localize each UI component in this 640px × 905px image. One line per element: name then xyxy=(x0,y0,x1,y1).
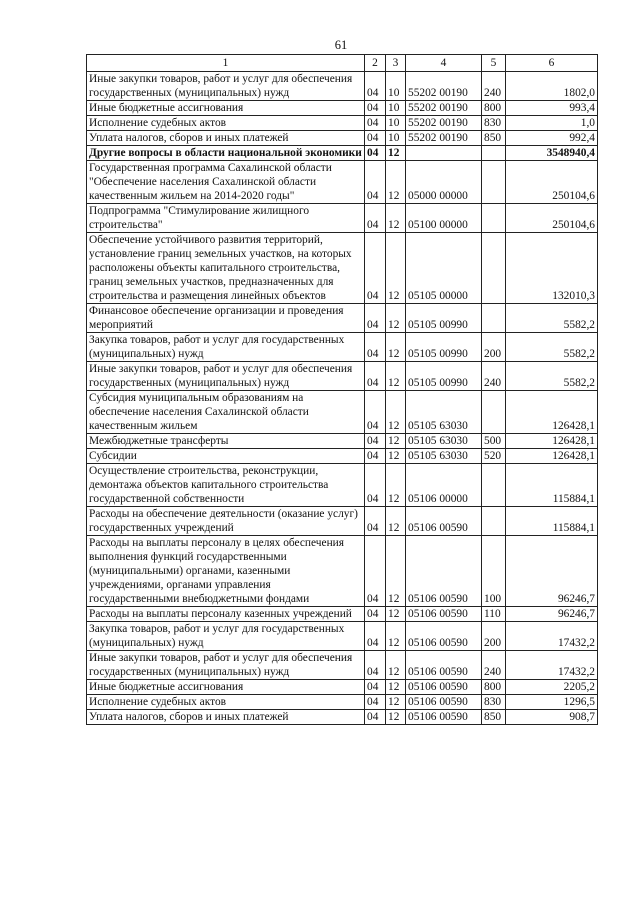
row-target-article-code: 05105 00990 xyxy=(406,304,482,333)
row-target-article-code: 05106 00590 xyxy=(406,536,482,607)
row-expense-type-code: 800 xyxy=(482,101,506,116)
row-amount: 1802,0 xyxy=(506,72,598,101)
row-amount: 126428,1 xyxy=(506,391,598,434)
row-amount: 115884,1 xyxy=(506,464,598,507)
row-target-article-code: 05106 00590 xyxy=(406,622,482,651)
row-amount: 115884,1 xyxy=(506,507,598,536)
header-col-1: 1 xyxy=(87,55,365,72)
row-target-article-code: 05100 00000 xyxy=(406,204,482,233)
row-amount: 3548940,4 xyxy=(506,146,598,161)
row-name: Межбюджетные трансферты xyxy=(87,434,365,449)
header-col-5: 5 xyxy=(482,55,506,72)
row-name: Расходы на выплаты персоналу в целях обеспечения выполнения функций государственными (муниципальными) органами, казенными учреждениями, органами управления государственными внебюджетными фондами xyxy=(87,536,365,607)
row-name: Иные закупки товаров, работ и услуг для обеспечения государственных (муниципальных) нужд xyxy=(87,651,365,680)
table-row xyxy=(87,304,598,333)
row-section-code: 04 xyxy=(365,233,386,304)
row-section-code: 04 xyxy=(365,710,386,725)
row-name: Расходы на обеспечение деятельности (оказание услуг) государственных учреждений xyxy=(87,507,365,536)
table-row xyxy=(87,72,598,101)
row-amount: 993,4 xyxy=(506,101,598,116)
row-amount: 96246,7 xyxy=(506,536,598,607)
row-subsection-code: 12 xyxy=(386,333,406,362)
row-amount: 908,7 xyxy=(506,710,598,725)
row-target-article-code: 05106 00590 xyxy=(406,607,482,622)
row-section-code: 04 xyxy=(365,146,386,161)
row-target-article-code: 05000 00000 xyxy=(406,161,482,204)
table-row xyxy=(87,131,598,146)
row-name: Закупка товаров, работ и услуг для государственных (муниципальных) нужд xyxy=(87,333,365,362)
header-col-6: 6 xyxy=(506,55,598,72)
row-amount: 250104,6 xyxy=(506,204,598,233)
row-expense-type-code: 240 xyxy=(482,72,506,101)
row-amount: 17432,2 xyxy=(506,622,598,651)
row-subsection-code: 12 xyxy=(386,434,406,449)
table-row xyxy=(87,622,598,651)
row-subsection-code: 10 xyxy=(386,101,406,116)
row-target-article-code: 55202 00190 xyxy=(406,72,482,101)
row-amount: 250104,6 xyxy=(506,161,598,204)
row-amount: 126428,1 xyxy=(506,449,598,464)
row-name: Осуществление строительства, реконструкции, демонтажа объектов капитального строительства государственной собственности xyxy=(87,464,365,507)
row-name: Другие вопросы в области национальной экономики xyxy=(87,146,365,161)
table-row xyxy=(87,710,598,725)
row-target-article-code: 05105 63030 xyxy=(406,449,482,464)
table-row xyxy=(87,507,598,536)
table-row xyxy=(87,161,598,204)
row-section-code: 04 xyxy=(365,304,386,333)
row-subsection-code: 12 xyxy=(386,695,406,710)
row-amount: 1,0 xyxy=(506,116,598,131)
row-target-article-code: 55202 00190 xyxy=(406,131,482,146)
row-section-code: 04 xyxy=(365,651,386,680)
row-section-code: 04 xyxy=(365,607,386,622)
row-name: Закупка товаров, работ и услуг для государственных (муниципальных) нужд xyxy=(87,622,365,651)
row-section-code: 04 xyxy=(365,333,386,362)
table-row xyxy=(87,651,598,680)
row-subsection-code: 12 xyxy=(386,607,406,622)
row-subsection-code: 12 xyxy=(386,536,406,607)
table-row xyxy=(87,464,598,507)
row-expense-type-code: 110 xyxy=(482,607,506,622)
row-section-code: 04 xyxy=(365,391,386,434)
row-target-article-code: 05105 00990 xyxy=(406,333,482,362)
row-target-article-code: 05106 00590 xyxy=(406,695,482,710)
row-section-code: 04 xyxy=(365,101,386,116)
row-amount: 17432,2 xyxy=(506,651,598,680)
row-amount: 126428,1 xyxy=(506,434,598,449)
row-expense-type-code: 850 xyxy=(482,710,506,725)
row-name: Исполнение судебных актов xyxy=(87,695,365,710)
table-row xyxy=(87,391,598,434)
table-row xyxy=(87,434,598,449)
row-expense-type-code: 850 xyxy=(482,131,506,146)
row-name: Исполнение судебных актов xyxy=(87,116,365,131)
table-row xyxy=(87,333,598,362)
row-expense-type-code xyxy=(482,507,506,536)
row-target-article-code xyxy=(406,146,482,161)
row-target-article-code: 05106 00590 xyxy=(406,680,482,695)
row-name: Уплата налогов, сборов и иных платежей xyxy=(87,710,365,725)
row-section-code: 04 xyxy=(365,161,386,204)
row-name: Уплата налогов, сборов и иных платежей xyxy=(87,131,365,146)
row-target-article-code: 05105 63030 xyxy=(406,391,482,434)
table-row xyxy=(87,680,598,695)
row-name: Субсидии xyxy=(87,449,365,464)
table-row xyxy=(87,146,598,161)
row-expense-type-code: 200 xyxy=(482,333,506,362)
table-row xyxy=(87,233,598,304)
row-name: Обеспечение устойчивого развития территорий, установление границ земельных участков, на которых расположены объекты капитального строительства, границ земельных участков, предназначенных для строительства и размещения линейных объектов xyxy=(87,233,365,304)
row-section-code: 04 xyxy=(365,362,386,391)
row-expense-type-code: 800 xyxy=(482,680,506,695)
row-section-code: 04 xyxy=(365,72,386,101)
row-expense-type-code xyxy=(482,204,506,233)
row-expense-type-code: 500 xyxy=(482,434,506,449)
header-col-2: 2 xyxy=(365,55,386,72)
row-target-article-code: 05106 00000 xyxy=(406,464,482,507)
row-expense-type-code xyxy=(482,304,506,333)
row-subsection-code: 12 xyxy=(386,507,406,536)
row-name: Иные бюджетные ассигнования xyxy=(87,101,365,116)
row-subsection-code: 10 xyxy=(386,131,406,146)
row-expense-type-code: 830 xyxy=(482,695,506,710)
row-amount: 1296,5 xyxy=(506,695,598,710)
row-target-article-code: 05106 00590 xyxy=(406,710,482,725)
row-expense-type-code: 830 xyxy=(482,116,506,131)
row-expense-type-code xyxy=(482,161,506,204)
row-section-code: 04 xyxy=(365,131,386,146)
row-subsection-code: 12 xyxy=(386,710,406,725)
row-name: Иные бюджетные ассигнования xyxy=(87,680,365,695)
row-expense-type-code xyxy=(482,233,506,304)
row-subsection-code: 12 xyxy=(386,622,406,651)
row-amount: 5582,2 xyxy=(506,362,598,391)
row-subsection-code: 12 xyxy=(386,391,406,434)
row-subsection-code: 12 xyxy=(386,161,406,204)
table-row xyxy=(87,362,598,391)
row-section-code: 04 xyxy=(365,116,386,131)
table-row xyxy=(87,116,598,131)
row-name: Иные закупки товаров, работ и услуг для обеспечения государственных (муниципальных) нужд xyxy=(87,362,365,391)
row-name: Расходы на выплаты персоналу казенных учреждений xyxy=(87,607,365,622)
row-target-article-code: 05106 00590 xyxy=(406,651,482,680)
row-target-article-code: 05105 63030 xyxy=(406,434,482,449)
row-section-code: 04 xyxy=(365,622,386,651)
row-expense-type-code: 240 xyxy=(482,651,506,680)
table-header-row xyxy=(87,55,598,72)
row-subsection-code: 10 xyxy=(386,116,406,131)
row-subsection-code: 12 xyxy=(386,204,406,233)
row-expense-type-code: 200 xyxy=(482,622,506,651)
row-name: Подпрограмма "Стимулирование жилищного строительства" xyxy=(87,204,365,233)
row-section-code: 04 xyxy=(365,464,386,507)
row-subsection-code: 12 xyxy=(386,651,406,680)
row-name: Иные закупки товаров, работ и услуг для обеспечения государственных (муниципальных) нужд xyxy=(87,72,365,101)
row-expense-type-code: 520 xyxy=(482,449,506,464)
table-row xyxy=(87,449,598,464)
row-subsection-code: 10 xyxy=(386,72,406,101)
row-amount: 132010,3 xyxy=(506,233,598,304)
row-expense-type-code: 240 xyxy=(482,362,506,391)
row-name: Государственная программа Сахалинской области "Обеспечение населения Сахалинской области качественным жильем на 2014-2020 годы" xyxy=(87,161,365,204)
row-target-article-code: 05105 00990 xyxy=(406,362,482,391)
row-subsection-code: 12 xyxy=(386,233,406,304)
row-amount: 5582,2 xyxy=(506,333,598,362)
row-section-code: 04 xyxy=(365,449,386,464)
header-col-4: 4 xyxy=(406,55,482,72)
row-expense-type-code: 100 xyxy=(482,536,506,607)
page-number: 61 xyxy=(334,38,348,52)
row-section-code: 04 xyxy=(365,536,386,607)
budget-table xyxy=(86,54,598,725)
row-amount: 5582,2 xyxy=(506,304,598,333)
row-subsection-code: 12 xyxy=(386,304,406,333)
table-body xyxy=(87,72,598,725)
row-target-article-code: 55202 00190 xyxy=(406,116,482,131)
row-section-code: 04 xyxy=(365,695,386,710)
row-subsection-code: 12 xyxy=(386,362,406,391)
table-row xyxy=(87,101,598,116)
row-target-article-code: 05105 00000 xyxy=(406,233,482,304)
row-section-code: 04 xyxy=(365,680,386,695)
row-target-article-code: 05106 00590 xyxy=(406,507,482,536)
row-expense-type-code xyxy=(482,464,506,507)
row-name: Субсидия муниципальным образованиям на обеспечение населения Сахалинской области качественным жильем xyxy=(87,391,365,434)
table-row xyxy=(87,536,598,607)
header-col-3: 3 xyxy=(386,55,406,72)
row-expense-type-code xyxy=(482,391,506,434)
row-section-code: 04 xyxy=(365,507,386,536)
row-amount: 96246,7 xyxy=(506,607,598,622)
row-subsection-code: 12 xyxy=(386,464,406,507)
row-target-article-code: 55202 00190 xyxy=(406,101,482,116)
row-amount: 992,4 xyxy=(506,131,598,146)
row-name: Финансовое обеспечение организации и проведения мероприятий xyxy=(87,304,365,333)
row-section-code: 04 xyxy=(365,434,386,449)
row-amount: 2205,2 xyxy=(506,680,598,695)
row-subsection-code: 12 xyxy=(386,449,406,464)
row-section-code: 04 xyxy=(365,204,386,233)
row-subsection-code: 12 xyxy=(386,146,406,161)
table-row xyxy=(87,607,598,622)
table-row xyxy=(87,695,598,710)
row-expense-type-code xyxy=(482,146,506,161)
row-subsection-code: 12 xyxy=(386,680,406,695)
table-row xyxy=(87,204,598,233)
